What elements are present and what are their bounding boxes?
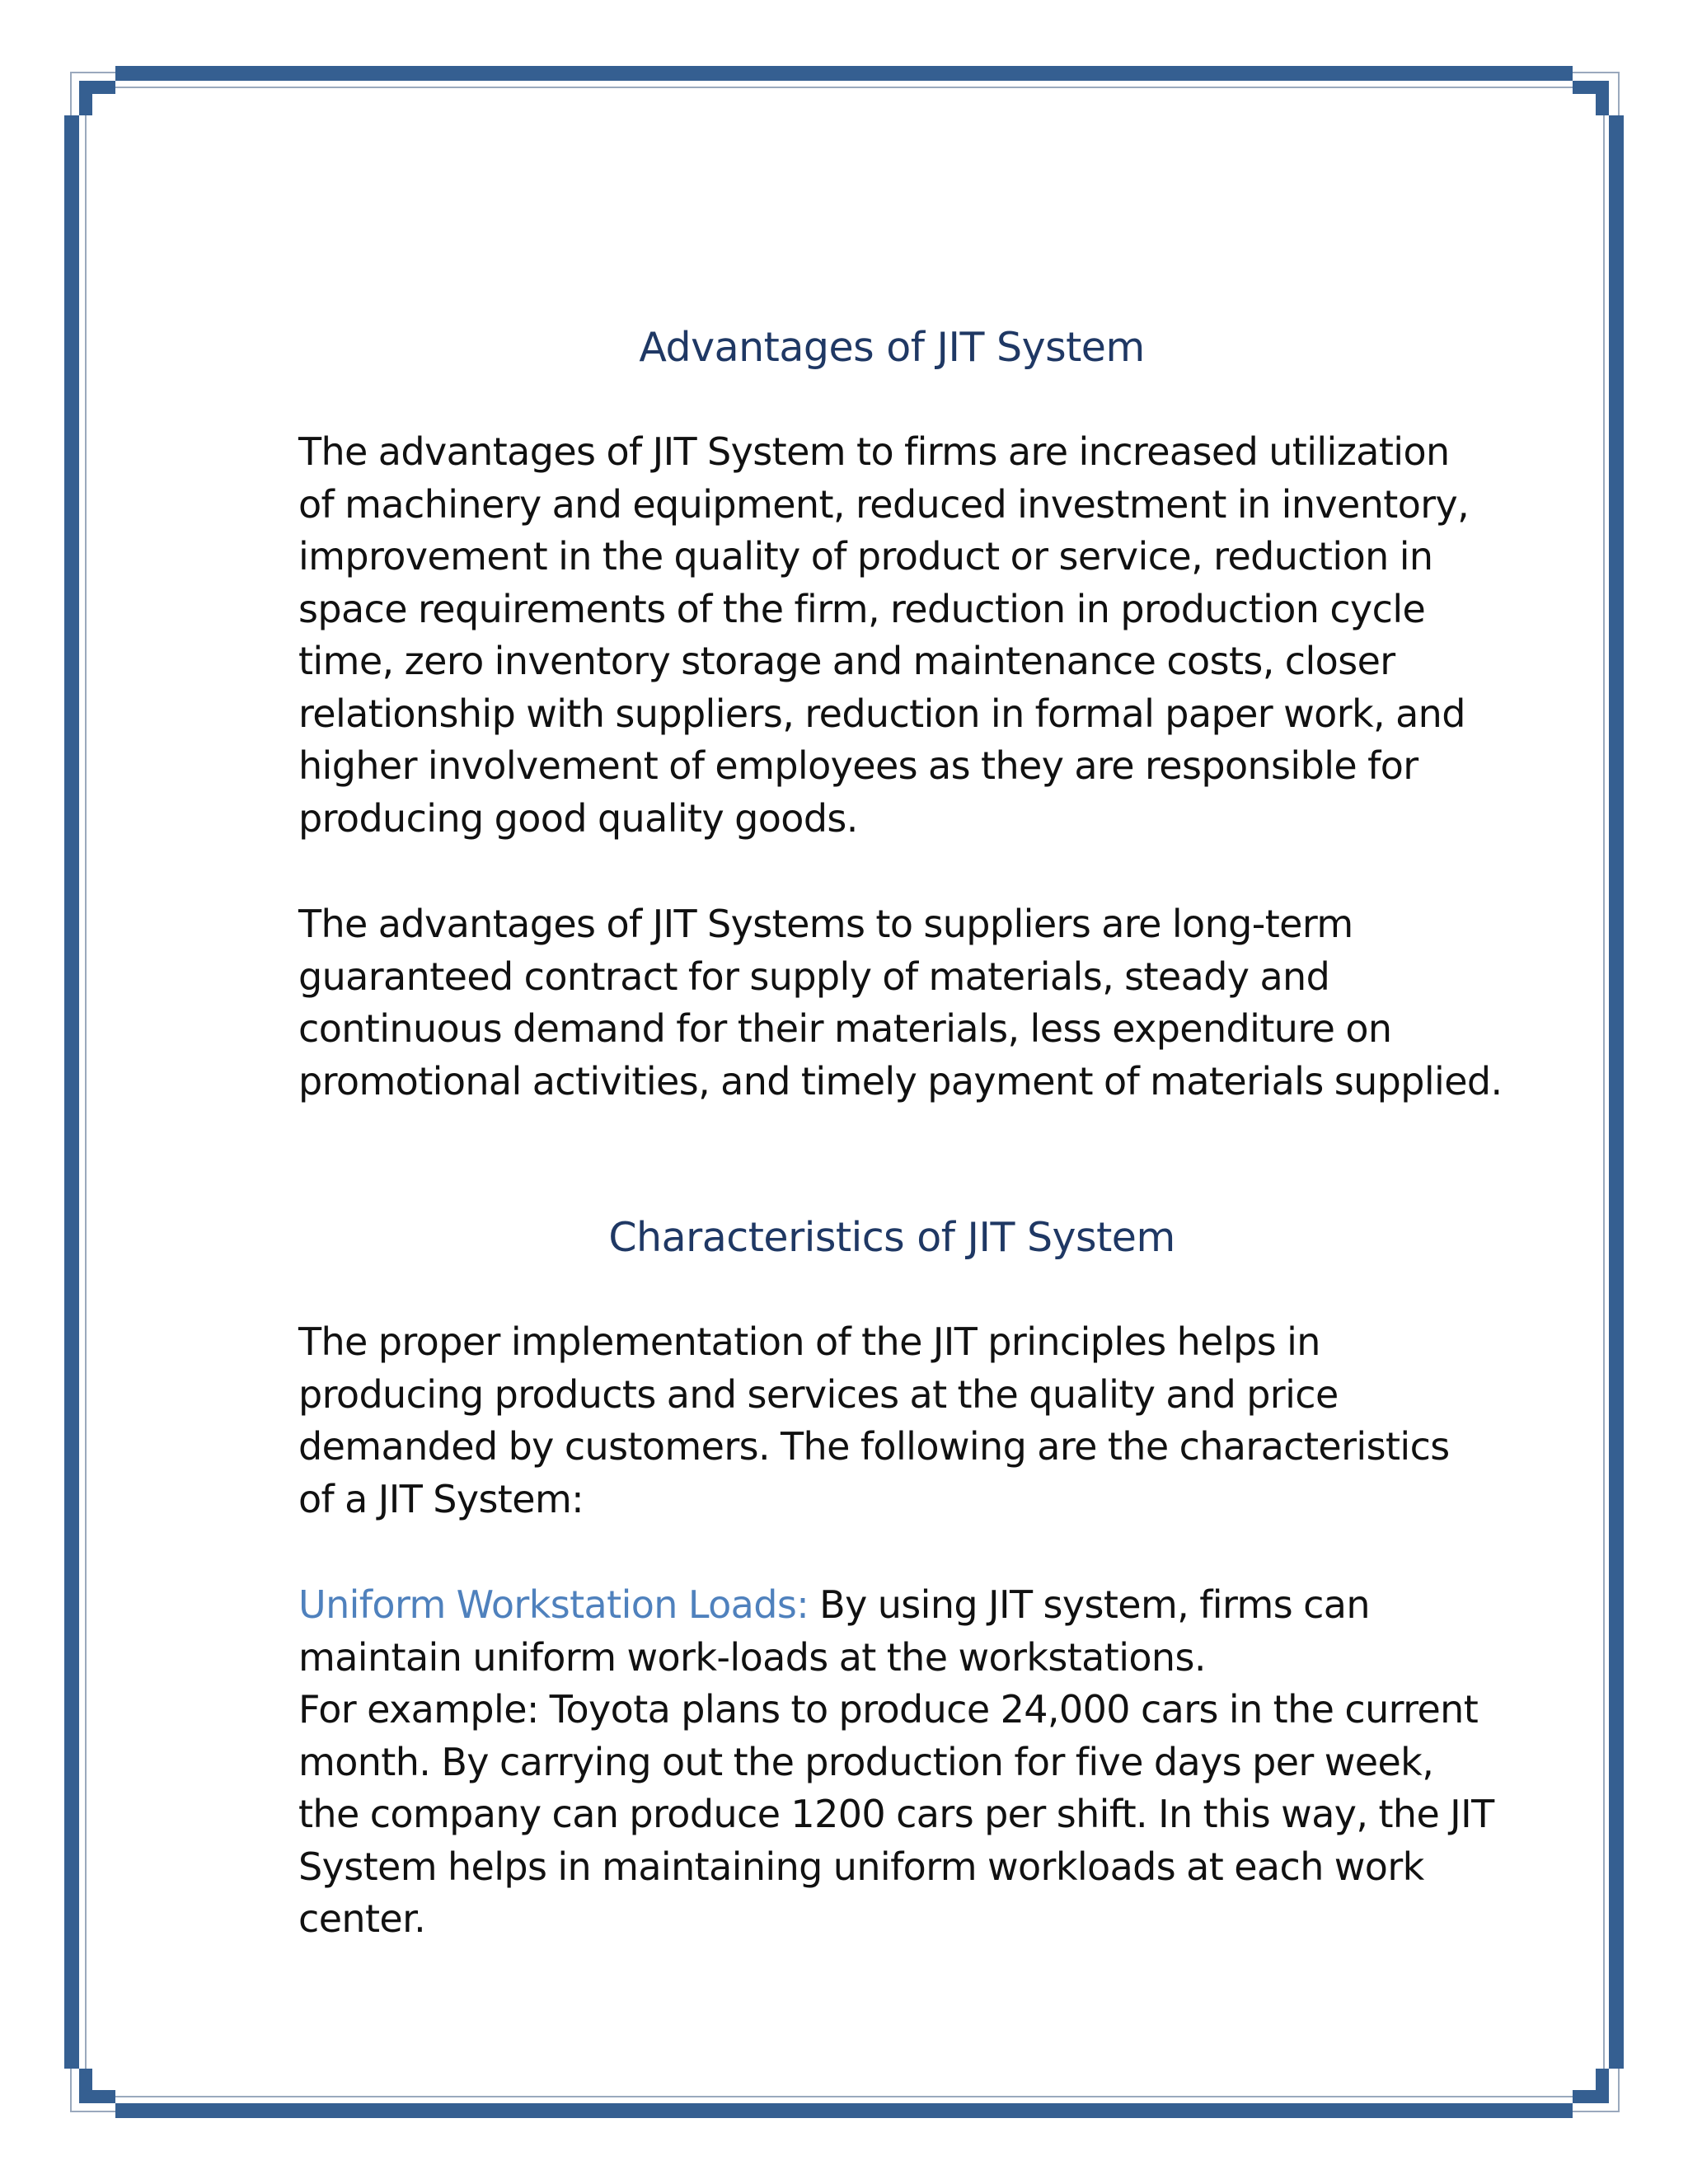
text-line: promotional activities, and timely payment of materials supplied.	[298, 1058, 1503, 1104]
paragraph-advantages-firms	[298, 426, 1535, 845]
text-line: the company can produce 1200 cars per shift. In this way, the JIT	[298, 1792, 1494, 1836]
paragraph-characteristics-intro	[298, 1316, 1535, 1526]
text-line: System helps in maintaining uniform workloads at each work	[298, 1844, 1424, 1889]
section-heading-advantages: Advantages of JIT System	[639, 324, 1145, 371]
text-line: For example: Toyota plans to produce 24,000 cars in the current	[298, 1687, 1479, 1732]
section-heading-characteristics: Characteristics of JIT System	[608, 1214, 1175, 1261]
text-line: The advantages of JIT Systems to suppliers are long-term	[298, 902, 1353, 946]
term-label: Uniform Workstation Loads:	[298, 1582, 809, 1627]
text-line: demanded by customers. The following are the characteristics	[298, 1424, 1450, 1469]
text-line: of a JIT System:	[298, 1476, 584, 1521]
text-line: guaranteed contract for supply of materials, steady and	[298, 954, 1330, 999]
text-line: month. By carrying out the production for five days per week,	[298, 1739, 1434, 1784]
text-line: The proper implementation of the JIT principles helps in	[298, 1319, 1320, 1364]
text-line: continuous demand for their materials, less expenditure on	[298, 1006, 1392, 1051]
term-description: By using JIT system, firms can	[809, 1582, 1370, 1627]
text-line: center.	[298, 1896, 426, 1941]
paragraph-advantages-suppliers	[298, 898, 1535, 1108]
text-line: improvement in the quality of product or service, reduction in	[298, 534, 1433, 579]
text-line: producing products and services at the quality and price	[298, 1371, 1339, 1417]
text-line: producing good quality goods.	[298, 795, 858, 841]
text-line-with-term	[298, 1579, 1535, 1632]
text-line: The advantages of JIT System to firms are increased utilization	[298, 429, 1450, 474]
text-line: space requirements of the firm, reduction in production cycle	[298, 586, 1426, 631]
text-line: relationship with suppliers, reduction in formal paper work, and	[298, 691, 1465, 736]
text-line: higher involvement of employees as they are responsible for	[298, 743, 1418, 788]
text-line: of machinery and equipment, reduced investment in inventory,	[298, 481, 1470, 527]
paragraph-uniform-workstation-loads	[298, 1579, 1535, 1946]
text-line: maintain uniform work-loads at the workstations.	[298, 1634, 1206, 1680]
text-line: time, zero inventory storage and maintenance costs, closer	[298, 639, 1395, 683]
